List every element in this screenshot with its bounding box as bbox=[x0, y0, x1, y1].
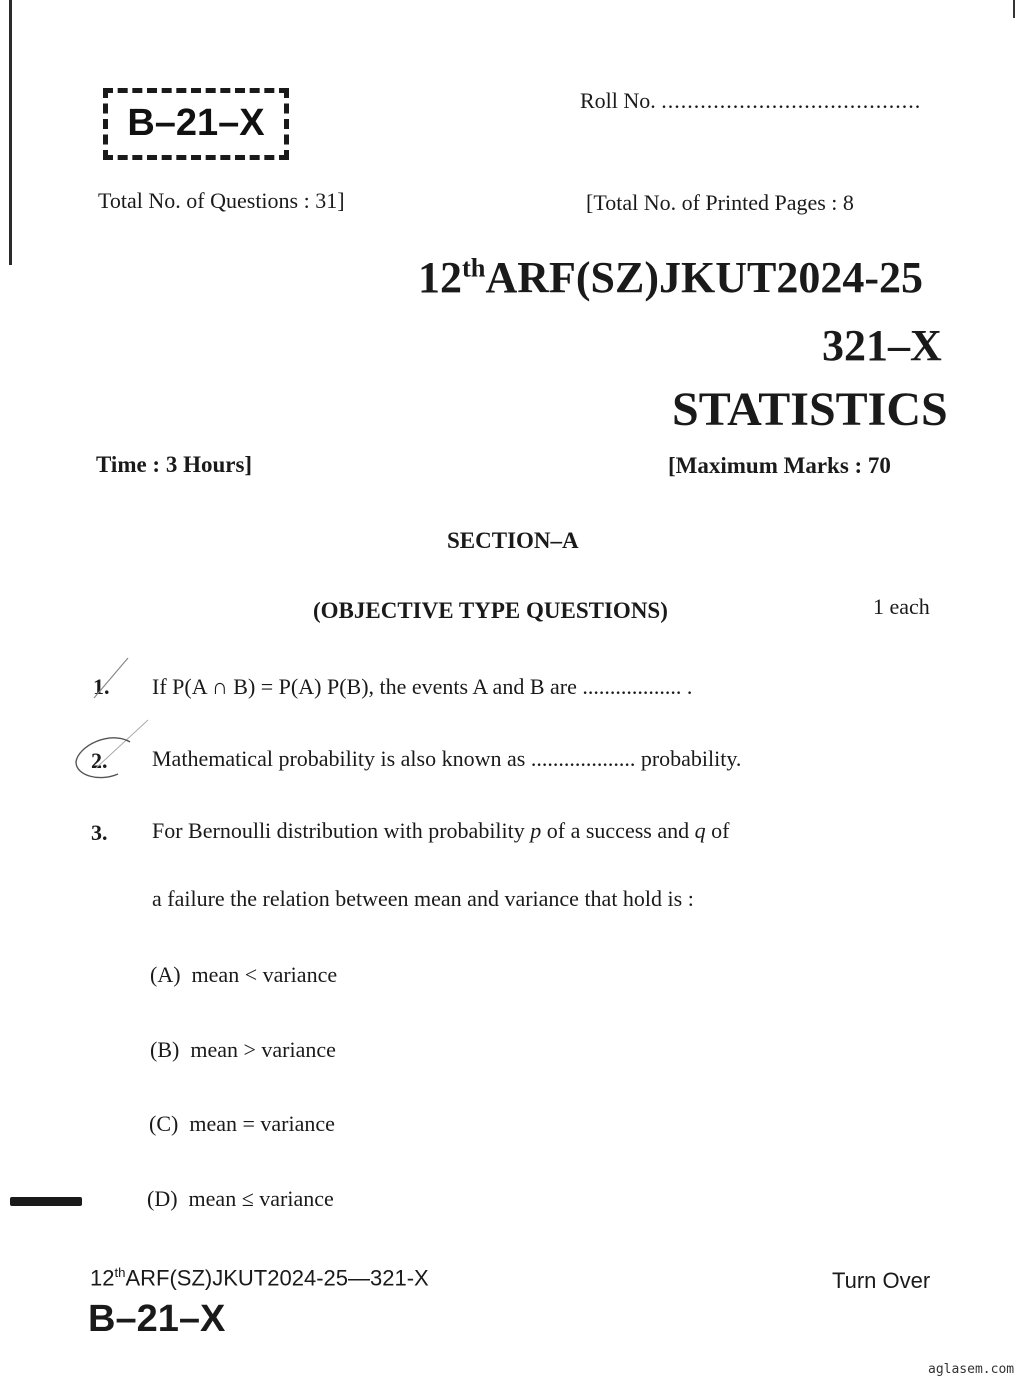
option-d-label: (D) bbox=[147, 1186, 178, 1211]
question-3-line-1-c: of bbox=[705, 818, 730, 843]
footer-series-rest: ARF(SZ)JKUT2024-25—321-X bbox=[125, 1265, 429, 1291]
option-b-label: (B) bbox=[150, 1037, 180, 1062]
question-2-text: Mathematical probability is also known as ................... probability. bbox=[152, 746, 742, 771]
footer-series-prefix: 12 bbox=[90, 1265, 115, 1291]
series-title bbox=[418, 252, 923, 303]
option-b bbox=[150, 1037, 336, 1063]
pencil-tick-marks bbox=[70, 650, 170, 810]
paper-code: 321–X bbox=[822, 321, 942, 370]
total-pages: [Total No. of Printed Pages : 8 bbox=[586, 190, 854, 215]
question-1-text: If P(A ∩ B) = P(A) P(B), the events A and B are .................. . bbox=[152, 674, 693, 699]
section-marks: 1 each bbox=[873, 594, 930, 619]
option-a bbox=[150, 962, 337, 988]
exam-time: Time : 3 Hours] bbox=[96, 452, 253, 477]
option-c bbox=[149, 1111, 335, 1137]
turn-over: Turn Over bbox=[832, 1268, 931, 1293]
footer-series-sup: th bbox=[114, 1265, 126, 1280]
question-2-number: 2. bbox=[91, 748, 108, 773]
option-d bbox=[147, 1186, 334, 1212]
question-3-line-1-b: of a success and bbox=[541, 818, 695, 843]
total-questions: Total No. of Questions : 31] bbox=[98, 188, 345, 213]
question-1-number: 1. bbox=[93, 674, 110, 699]
option-a-text: mean < variance bbox=[191, 962, 338, 987]
roll-no-label: Roll No. bbox=[580, 88, 656, 113]
roll-no-dots: ........................................ bbox=[661, 88, 922, 113]
question-3-number: 3. bbox=[91, 820, 108, 845]
watermark: aglasem.com bbox=[928, 1362, 1015, 1377]
scan-edge-tick bbox=[1013, 0, 1015, 18]
subject-title: STATISTICS bbox=[672, 383, 948, 436]
scan-edge-line bbox=[9, 0, 12, 265]
section-subtitle: (OBJECTIVE TYPE QUESTIONS) bbox=[313, 598, 668, 623]
scan-edge-dash bbox=[10, 1197, 82, 1206]
footer-series bbox=[90, 1265, 429, 1291]
section-title: SECTION–A bbox=[447, 528, 579, 553]
option-c-text: mean = variance bbox=[189, 1111, 335, 1136]
series-title-rest: ARF(SZ)JKUT2024-25 bbox=[485, 253, 924, 302]
paper-code-box: B–21–X bbox=[103, 88, 289, 160]
option-d-text: mean ≤ variance bbox=[188, 1186, 334, 1211]
question-3-q: q bbox=[694, 818, 706, 843]
series-title-sup: th bbox=[462, 252, 486, 283]
option-b-text: mean > variance bbox=[190, 1037, 336, 1062]
roll-no bbox=[580, 88, 921, 114]
maximum-marks: [Maximum Marks : 70 bbox=[668, 453, 891, 478]
footer-code: B–21–X bbox=[88, 1298, 226, 1340]
question-3-line-2: a failure the relation between mean and variance that hold is : bbox=[152, 886, 694, 911]
question-3-p: p bbox=[530, 818, 542, 843]
question-3-line-1-a: For Bernoulli distribution with probability bbox=[152, 818, 531, 843]
series-title-prefix: 12 bbox=[418, 253, 462, 302]
option-c-label: (C) bbox=[149, 1111, 179, 1136]
option-a-label: (A) bbox=[150, 962, 181, 987]
question-3-line-1 bbox=[152, 818, 729, 844]
